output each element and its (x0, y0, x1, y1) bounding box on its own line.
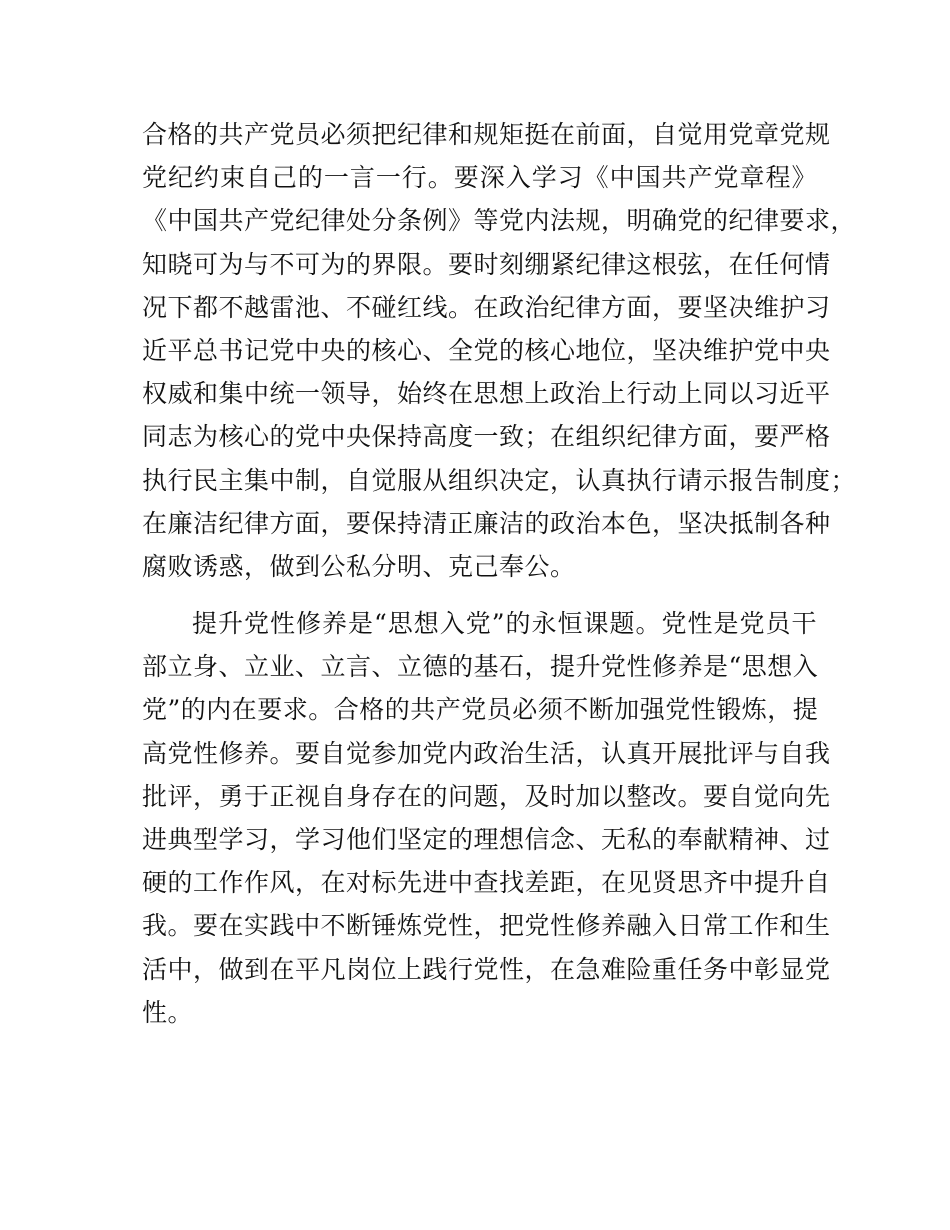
text-line: 活中，做到在平凡岗位上践行党性，在急难险重任务中彰显党 (142, 954, 831, 984)
text-line: 提升党性修养是“思想入党”的永恒课题。党性是党员干 (192, 609, 817, 639)
paragraph-discipline (142, 113, 857, 588)
text-line: 我。要在实践中不断锤炼党性，把党性修养融入日常工作和生 (142, 911, 831, 941)
text-line: 权威和集中统一领导，始终在思想上政治上行动上同以习近平 (142, 379, 831, 409)
text-line: 高党性修养。要自觉参加党内政治生活，认真开展批评与自我 (142, 738, 831, 768)
text-line: 合格的共产党员必须把纪律和规矩挺在前面，自觉用党章党规 (142, 120, 831, 149)
text-line: 性。 (142, 997, 194, 1027)
text-line: 党”的内在要求。合格的共产党员必须不断加强党性锻炼，提 (142, 695, 819, 725)
text-line: 知晓可为与不可为的界限。要时刻绷紧纪律这根弦，在任何情 (142, 249, 831, 279)
text-line: 硬的工作作风，在对标先进中查找差距，在见贤思齐中提升自 (142, 868, 831, 898)
text-line: 近平总书记党中央的核心、全党的核心地位，坚决维护党中央 (142, 335, 831, 365)
paragraph-party-spirit (142, 602, 831, 1034)
text-line: 部立身、立业、立言、立德的基石，提升党性修养是“思想入 (142, 652, 819, 682)
text-line: 党纪约束自己的一言一行。要深入学习《中国共产党章程》 (142, 163, 817, 193)
text-line: 况下都不越雷池、不碰红线。在政治纪律方面，要坚决维护习 (142, 292, 831, 322)
text-line: 腐败诱惑，做到公私分明、克己奉公。 (142, 551, 576, 581)
text-line: 进典型学习，学习他们坚定的理想信念、无私的奉献精神、过 (142, 825, 831, 854)
text-line: 同志为核心的党中央保持高度一致；在组织纪律方面，要严格 (142, 422, 831, 452)
text-line: 在廉洁纪律方面，要保持清正廉洁的政治本色，坚决抵制各种 (142, 508, 831, 538)
text-line: 执行民主集中制，自觉服从组织决定，认真执行请示报告制度； (142, 465, 857, 495)
document-body (142, 113, 857, 1048)
text-line: 批评，勇于正视自身存在的问题，及时加以整改。要自觉向先 (142, 781, 831, 811)
text-line: 《中国共产党纪律处分条例》等党内法规，明确党的纪律要求， (142, 206, 857, 236)
